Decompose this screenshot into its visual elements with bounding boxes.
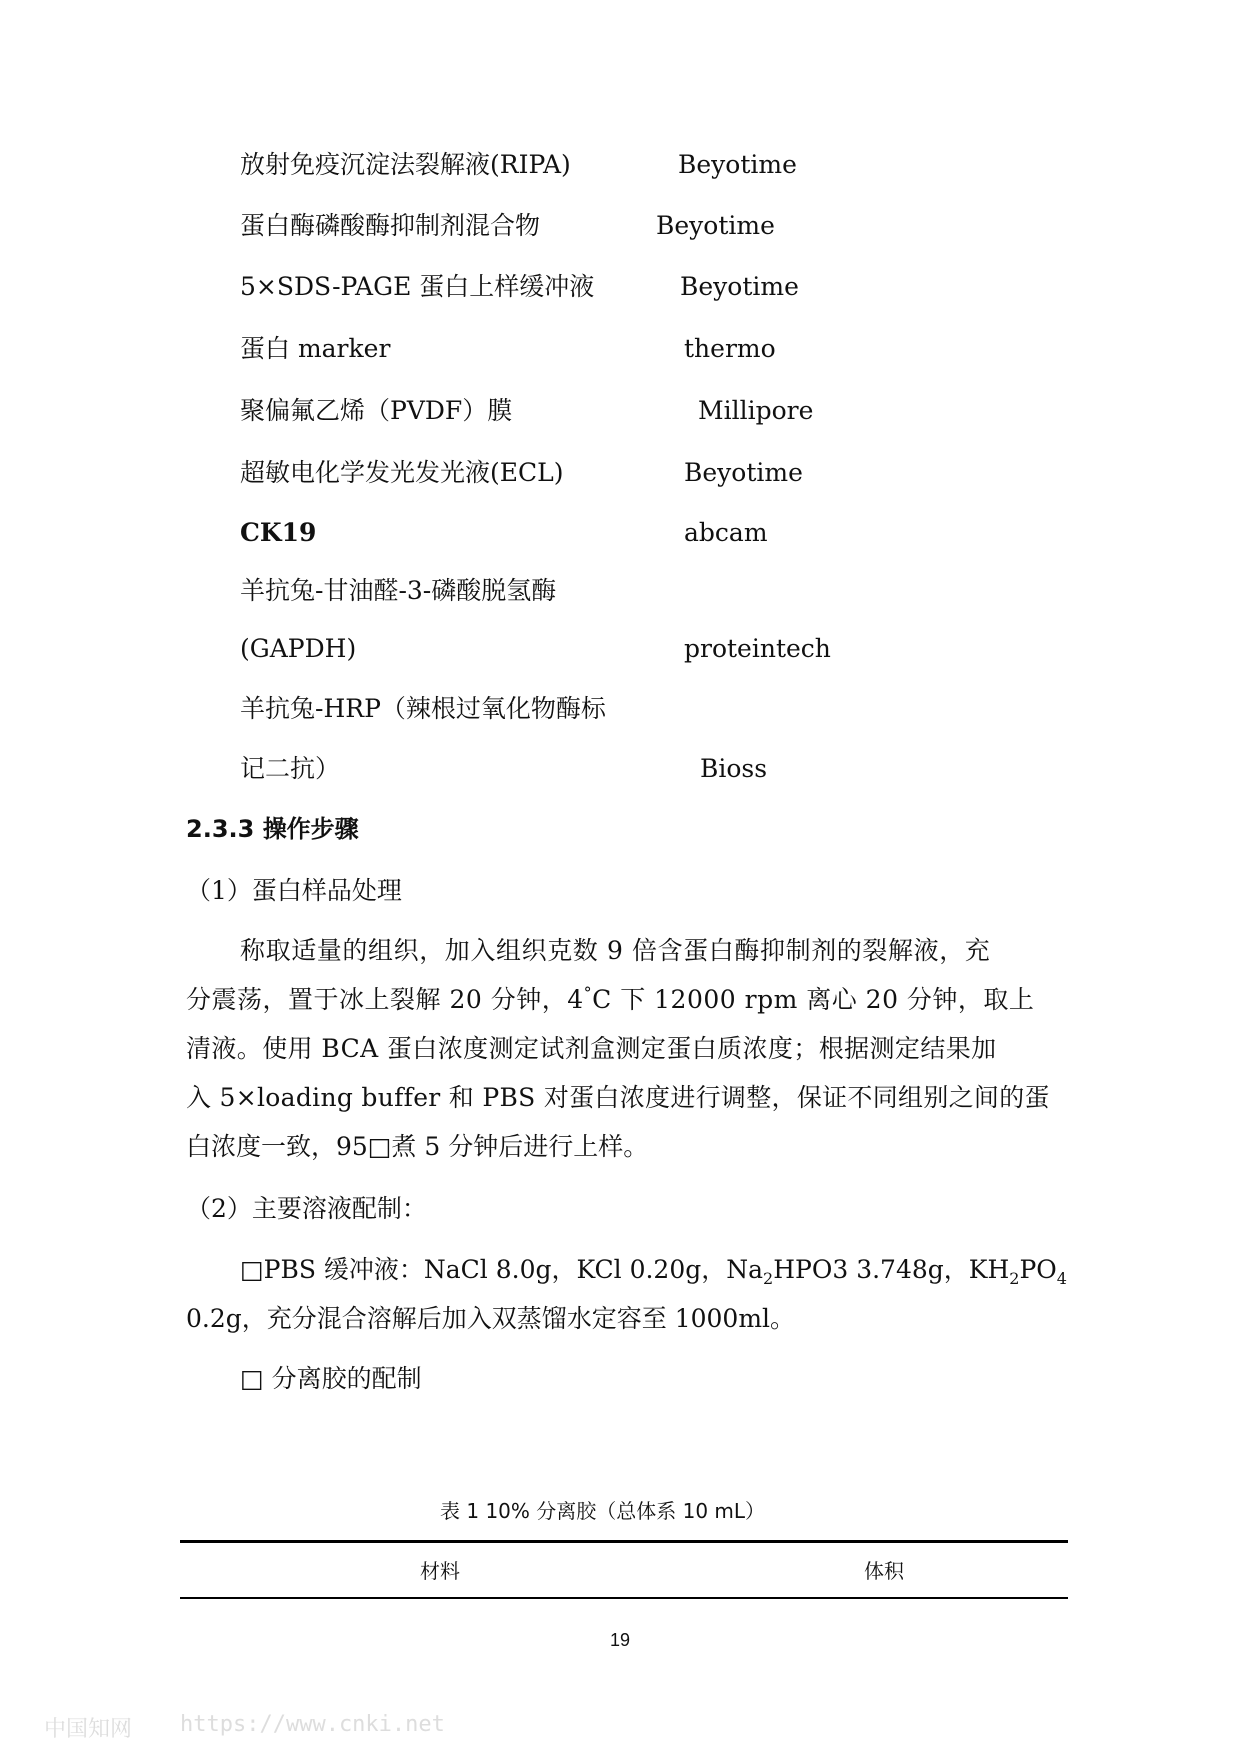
reagent-name: 5×SDS-PAGE 蛋白上样缓冲液 (240, 272, 595, 301)
paragraph-line (186, 985, 1034, 1015)
reagent-name: 蛋白 marker (240, 334, 391, 363)
reagent-supplier: Beyotime (684, 458, 803, 487)
gel-item: □ 分离胶的配制 (240, 1364, 422, 1393)
section-heading: 2.3.3 操作步骤 (186, 815, 359, 843)
subsection-title: （2）主要溶液配制： (186, 1194, 427, 1223)
reagent-name-continued: 记二抗） (240, 754, 341, 783)
pbs-recipe-line: 0.2g，充分混合溶解后加入双蒸馏水定容至 1000ml。 (186, 1304, 796, 1333)
reagent-supplier: Beyotime (656, 211, 775, 240)
reagent-name: 放射免疫沉淀法裂解液(RIPA) (240, 150, 571, 179)
page-number: 19 (610, 1630, 631, 1650)
reagent-supplier: Millipore (698, 396, 814, 425)
table-header-material: 材料 (420, 1559, 460, 1583)
reagent-supplier: abcam (684, 518, 768, 547)
table-caption: 表 1 10% 分离胶（总体系 10 mL） (440, 1499, 766, 1523)
reagent-name: 超敏电化学发光发光液(ECL) (240, 458, 564, 487)
pbs-text: HPO3 3.748g，KH (773, 1255, 1010, 1284)
reagent-name-continued: (GAPDH) (240, 634, 357, 663)
paragraph-text: C 下 12000 rpm 离心 20 分钟，取上 (592, 985, 1035, 1014)
watermark-url[interactable]: https://www.cnki.net (180, 1712, 445, 1737)
reagent-name: 羊抗兔-HRP（辣根过氧化物酶标 (240, 694, 606, 723)
degree-sign: ° (583, 983, 593, 1003)
table-header-volume: 体积 (864, 1559, 904, 1583)
reagent-name: CK19 (240, 518, 317, 547)
pbs-recipe-line (240, 1255, 1067, 1288)
table-top-rule (180, 1540, 1068, 1543)
subscript: 4 (1056, 1269, 1067, 1288)
reagent-supplier: Beyotime (678, 150, 797, 179)
pbs-text: PO (1019, 1255, 1057, 1284)
subscript: 2 (763, 1269, 774, 1288)
reagent-name: 蛋白酶磷酸酶抑制剂混合物 (240, 211, 541, 240)
paragraph-line: 清液。使用 BCA 蛋白浓度测定试剂盒测定蛋白质浓度；根据测定结果加 (186, 1034, 997, 1063)
reagent-supplier: Bioss (700, 754, 768, 783)
table-header-rule (180, 1597, 1068, 1599)
reagent-supplier: Beyotime (680, 272, 799, 301)
subscript: 2 (1009, 1269, 1020, 1288)
paragraph-line: 入 5×loading buffer 和 PBS 对蛋白浓度进行调整，保证不同组别之间的蛋 (186, 1083, 1050, 1112)
paragraph-line: 白浓度一致，95□煮 5 分钟后进行上样。 (186, 1132, 649, 1161)
reagent-supplier: proteintech (684, 634, 831, 663)
pbs-text: □PBS 缓冲液：NaCl 8.0g，KCl 0.20g，Na (240, 1255, 764, 1284)
paragraph-line: 称取适量的组织，加入组织克数 9 倍含蛋白酶抑制剂的裂解液，充 (240, 936, 991, 965)
reagent-supplier: thermo (684, 334, 776, 363)
reagent-name: 聚偏氟乙烯（PVDF）膜 (240, 396, 513, 425)
paragraph-text: 分震荡，置于冰上裂解 20 分钟，4 (186, 985, 584, 1014)
watermark-brand: 中国知网 (44, 1717, 133, 1742)
subsection-title: （1）蛋白样品处理 (186, 876, 402, 905)
reagent-name: 羊抗兔-甘油醛-3-磷酸脱氢酶 (240, 576, 557, 605)
